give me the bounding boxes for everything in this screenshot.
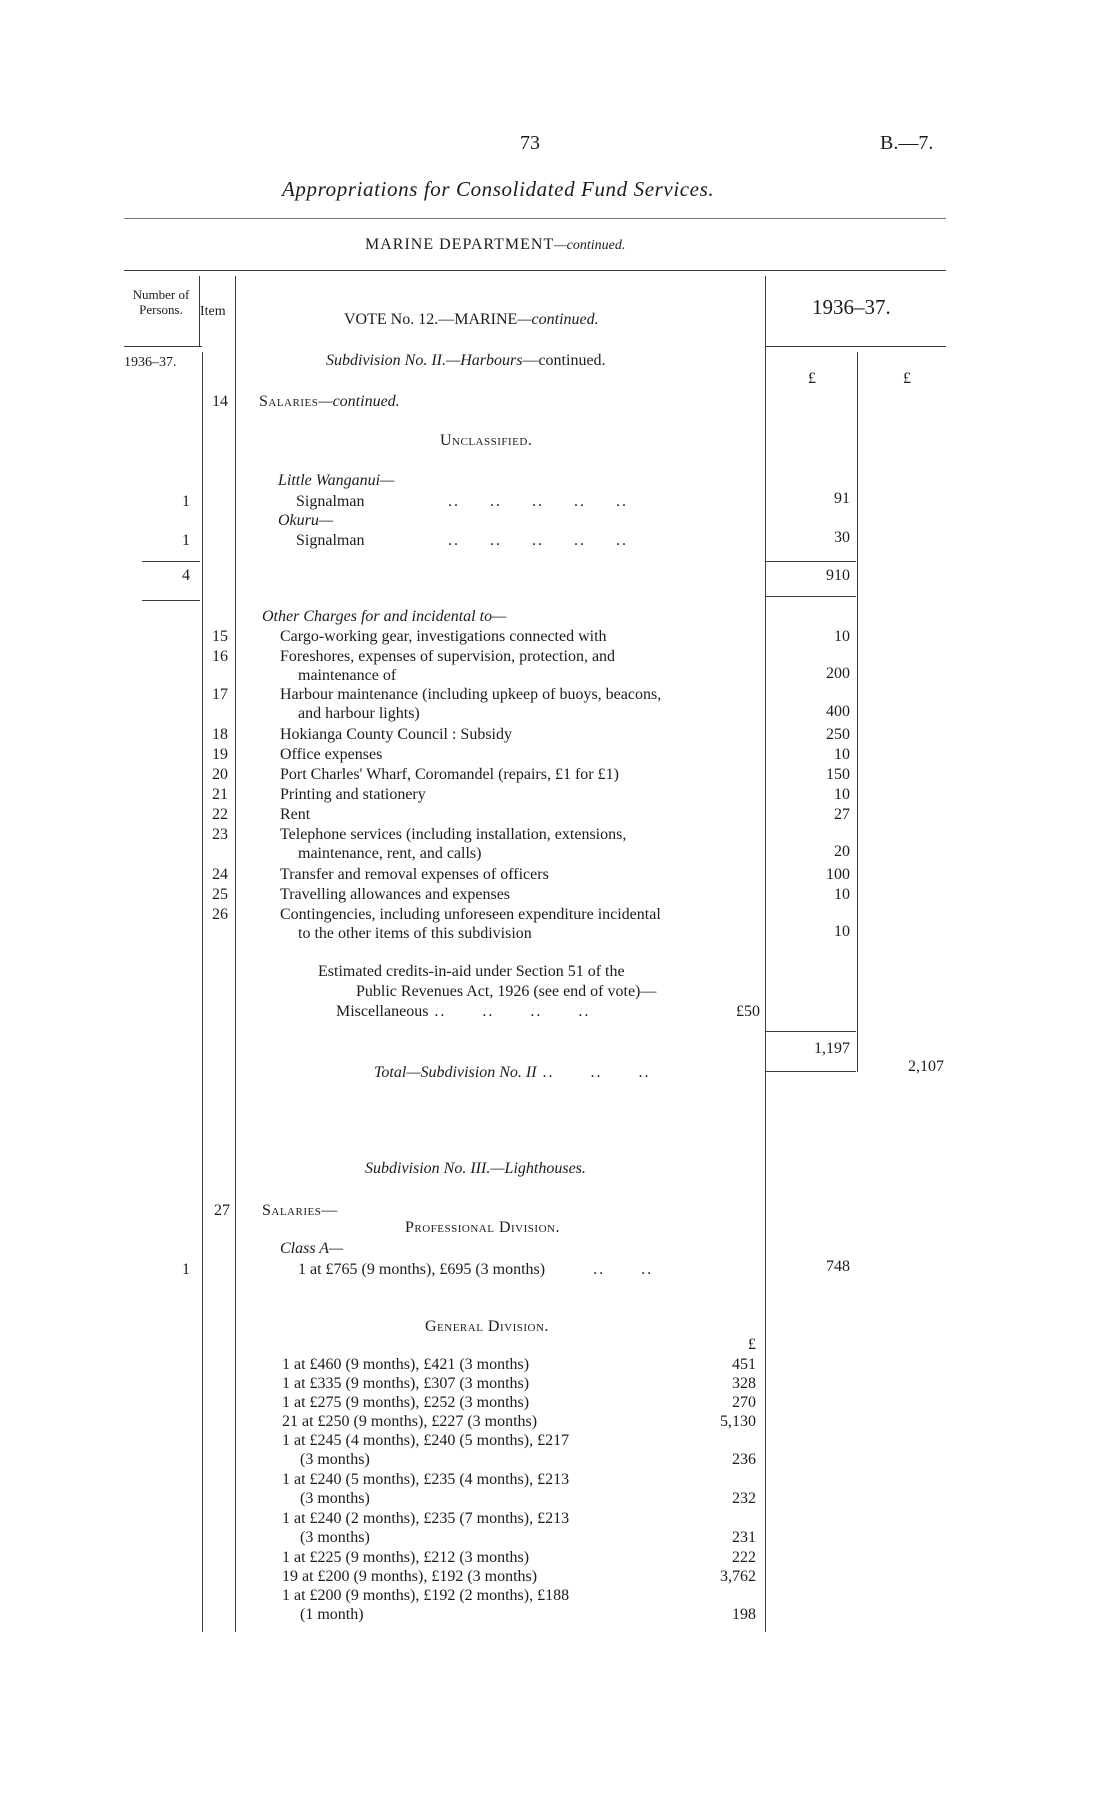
persons-divider [202,352,203,1632]
credits-line-1: Estimated credits-in-aid under Section 51 of the [318,963,625,980]
item-amount: 27 [834,806,850,823]
item-amount: 20 [834,843,850,860]
general-row-amount: 3,762 [720,1568,756,1585]
item-amount: 10 [834,746,850,763]
general-row-text: 1 at £460 (9 months), £421 (3 months) [282,1356,530,1373]
item-description-continued: maintenance, rent, and calls) [298,845,482,862]
item-number: 16 [212,648,228,665]
item-amount: 10 [834,923,850,940]
general-division-heading: General Division. [425,1318,549,1335]
item-number: 25 [212,886,228,903]
persons-column-header: Number of Persons. [132,287,190,317]
general-row-text: 1 at £335 (9 months), £307 (3 months) [282,1375,530,1392]
item-amount: 250 [826,726,850,743]
persons-year: 1936–37. [124,355,177,370]
general-row-text: 1 at £240 (5 months), £235 (4 months), £213 [282,1471,570,1488]
okuru-amount: 30 [834,529,850,546]
other-charges-total: 1,197 [814,1040,850,1057]
little-wanganui-persons: 1 [182,493,190,510]
item-description: Office expenses [280,746,383,763]
other-charges-bottom-rule [766,1071,856,1072]
amount-divider [765,276,766,1632]
class-a-text: 1 at £765 (9 months), £695 (3 months) .. .. [298,1261,654,1278]
document-reference: B.—7. [880,132,934,154]
general-row-amount: 451 [732,1356,756,1373]
subdivision-ii-total-label: Total—Subdivision No. II .. .. .. [374,1064,651,1081]
pound-left-header: £ [808,370,816,387]
item-number: 15 [212,628,228,645]
leader-dots: .. .. .. .. .. [448,532,628,549]
little-wanganui-amount: 91 [834,490,850,507]
item-description: Transfer and removal expenses of officers [280,866,549,883]
item-description: Harbour maintenance (including upkeep of buoys, beacons, [280,686,662,703]
item-description-continued: and harbour lights) [298,705,420,722]
item-description-continued: to the other items of this subdivision [298,925,532,942]
other-charges-total-rule [766,1031,856,1032]
pound-right-header: £ [903,370,911,387]
item-amount: 10 [834,628,850,645]
item-description: Cargo-working gear, investigations connected with [280,628,607,645]
general-row-text: 1 at £240 (2 months), £235 (7 months), £213 [282,1510,570,1527]
general-row-amount: 270 [732,1394,756,1411]
professional-division-heading: Professional Division. [405,1219,560,1236]
okuru-role: Signalman [296,532,365,549]
other-charges-heading: Other Charges for and incidental to— [262,608,507,625]
unclassified-total-persons: 4 [182,567,190,584]
item-number: 18 [212,726,228,743]
subdivision-ii-heading: Subdivision No. II.—Harbours—continued. [326,352,606,369]
item-description: Travelling allowances and expenses [280,886,511,903]
general-row-text-continued: (1 month) [300,1606,364,1623]
persons-divider-header [199,276,200,346]
item-amount: 200 [826,665,850,682]
item-number: 22 [212,806,228,823]
leader-dots: .. .. .. .. .. [448,493,628,510]
item-number: 21 [212,786,228,803]
inner-amount-divider [857,352,858,1072]
general-row-text-continued: (3 months) [300,1529,370,1546]
general-row-text: 1 at £245 (4 months), £240 (5 months), £217 [282,1432,570,1449]
item-description: Foreshores, expenses of supervision, protection, and [280,648,616,665]
general-row-text-continued: (3 months) [300,1490,370,1507]
item-number: 24 [212,866,228,883]
general-row-amount: 222 [732,1549,756,1566]
persons-header-rule [124,346,202,347]
persons-total-rule [142,600,200,601]
year-heading: 1936–37. [812,295,891,319]
item-description: Contingencies, including unforeseen expenditure incidental [280,906,661,923]
page-title: Appropriations for Consolidated Fund Services. [282,177,715,201]
item-number: 20 [212,766,228,783]
item-description: Rent [280,806,311,823]
table-top-rule [124,270,946,271]
vote-heading: VOTE No. 12.—MARINE—continued. [344,311,599,328]
item-number: 17 [212,686,228,703]
little-wanganui-role: Signalman [296,493,365,510]
credits-amount: £50 [736,1003,760,1020]
credits-line-2: Public Revenues Act, 1926 (see end of vote)— [356,983,657,1000]
general-row-text: 1 at £275 (9 months), £252 (3 months) [282,1394,530,1411]
item-description: Printing and stationery [280,786,426,803]
unclassified-heading: Unclassified. [440,432,533,449]
general-row-amount: 232 [732,1490,756,1507]
item-number: 19 [212,746,228,763]
page-number: 73 [520,132,540,154]
general-row-text: 1 at £200 (9 months), £192 (2 months), £188 [282,1587,570,1604]
general-row-text: 1 at £225 (9 months), £212 (3 months) [282,1549,530,1566]
amount-header-rule [766,346,946,347]
item-amount: 400 [826,703,850,720]
amount-total-rule [766,596,856,597]
item-number: 23 [212,826,228,843]
general-row-text-continued: (3 months) [300,1451,370,1468]
sub3-salaries-heading: Salaries— [262,1202,338,1219]
item-description: Hokianga County Council : Subsidy [280,726,512,743]
general-row-amount: 5,130 [720,1413,756,1430]
item-column-header: Item [200,304,226,319]
item-amount: 150 [826,766,850,783]
item-description: Telephone services (including installation, extensions, [280,826,627,843]
salaries-item-number: 14 [212,393,228,410]
general-row-text: 19 at £200 (9 months), £192 (3 months) [282,1568,538,1585]
class-a-amount: 748 [826,1258,850,1275]
title-rule [124,218,946,219]
credits-line-3: Miscellaneous .. .. .. .. [336,1003,591,1020]
general-row-amount: 231 [732,1529,756,1546]
item-amount: 10 [834,786,850,803]
little-wanganui-label: Little Wanganui— [278,472,395,489]
class-a-persons: 1 [182,1261,190,1278]
sub3-salaries-item-number: 27 [214,1202,230,1219]
general-pound-header: £ [748,1336,756,1353]
persons-subtotal-rule [142,561,200,562]
class-a-label: Class A— [280,1240,344,1257]
unclassified-total-amount: 910 [826,567,850,584]
item-description-continued: maintenance of [298,667,397,684]
okuru-persons: 1 [182,532,190,549]
item-number: 26 [212,906,228,923]
general-row-text: 21 at £250 (9 months), £227 (3 months) [282,1413,538,1430]
okuru-label: Okuru— [278,512,334,529]
salaries-heading: Salaries—continued. [259,393,400,410]
general-row-amount: 198 [732,1606,756,1623]
amount-subtotal-rule [766,561,856,562]
subdivision-iii-heading: Subdivision No. III.—Lighthouses. [365,1160,586,1177]
item-amount: 100 [826,866,850,883]
item-divider [235,276,236,1632]
item-description: Port Charles' Wharf, Coromandel (repairs, £1 for £1) [280,766,619,783]
department-heading: MARINE DEPARTMENT—continued. [365,236,626,253]
subdivision-ii-total-value: 2,107 [908,1058,944,1075]
item-amount: 10 [834,886,850,903]
general-row-amount: 328 [732,1375,756,1392]
general-row-amount: 236 [732,1451,756,1468]
